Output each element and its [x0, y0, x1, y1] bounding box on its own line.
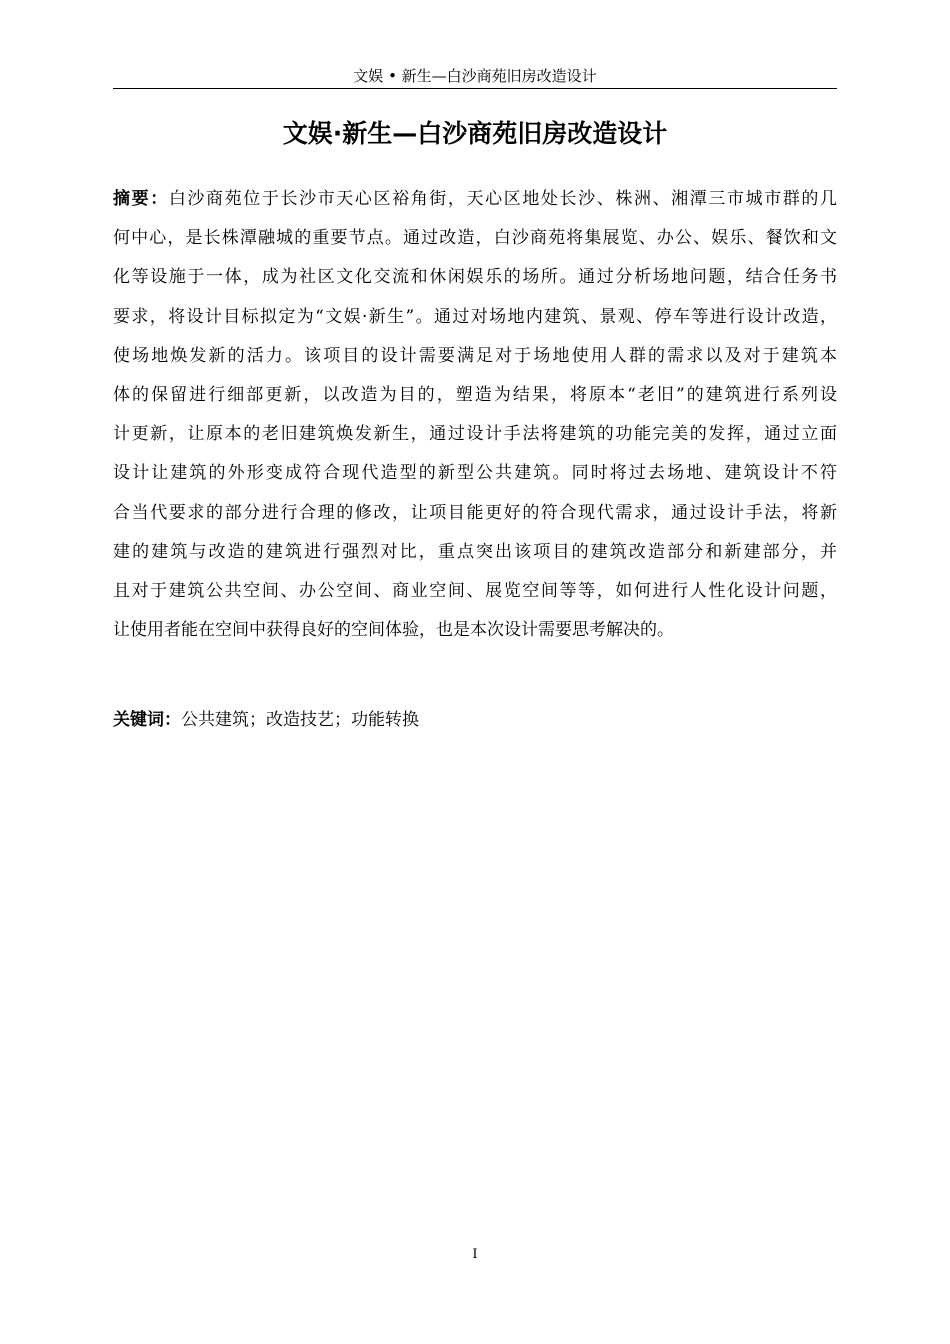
abstract-line: 要求，将设计目标拟定为“文娱·新生”。通过对场地内建筑、景观、停车等进行设计改造，: [113, 306, 837, 327]
keywords-line: [113, 706, 837, 734]
abstract-line: 让使用者能在空间中获得良好的空间体验，也是本次设计需要思考解决的。: [113, 620, 674, 641]
document-title: 文娱·新生—白沙商苑旧房改造设计: [282, 119, 668, 148]
abstract-line: 计更新，让原本的老旧建筑焕发新生，通过设计手法将建筑的功能完美的发挥，通过立面: [113, 424, 837, 445]
abstract-line: 且对于建筑公共空间、办公空间、商业空间、展览空间等等，如何进行人性化设计问题，: [113, 581, 837, 602]
abstract-line: 化等设施于一体，成为社区文化交流和休闲娱乐的场所。通过分析场地问题，结合任务书: [113, 267, 837, 288]
abstract-line: 体的保留进行细部更新，以改造为目的，塑造为结果，将原本“老旧”的建筑进行系列设: [113, 385, 837, 406]
abstract-line: [113, 180, 837, 219]
header-rule: [113, 88, 837, 89]
abstract-line: 设计让建筑的外形变成符合现代造型的新型公共建筑。同时将过去场地、建筑设计不符: [113, 463, 837, 484]
keywords-text: 公共建筑；改造技艺；功能转换: [181, 710, 419, 730]
abstract-line-text: 白沙商苑位于长沙市天心区裕角街，天心区地处长沙、株洲、湘潭三市城市群的几: [168, 189, 838, 209]
abstract-line: 合当代要求的部分进行合理的修改，让项目能更好的符合现代需求，通过设计手法，将新: [113, 502, 837, 523]
keywords-label: 关键词：: [113, 710, 181, 730]
abstract-label: 摘要：: [113, 189, 169, 209]
abstract-line: 建的建筑与改造的建筑进行强烈对比，重点突出该项目的建筑改造部分和新建部分，并: [113, 541, 837, 562]
running-header: 文娱 • 新生—白沙商苑旧房改造设计: [353, 67, 597, 85]
abstract-line: 何中心，是长株潭融城的重要节点。通过改造，白沙商苑将集展览、办公、娱乐、餐饮和文: [113, 228, 837, 249]
abstract-paragraph: [113, 180, 837, 650]
page-number: I: [472, 1247, 478, 1262]
abstract-line: 使场地焕发新的活力。该项目的设计需要满足对于场地使用人群的需求以及对于建筑本: [113, 345, 837, 366]
